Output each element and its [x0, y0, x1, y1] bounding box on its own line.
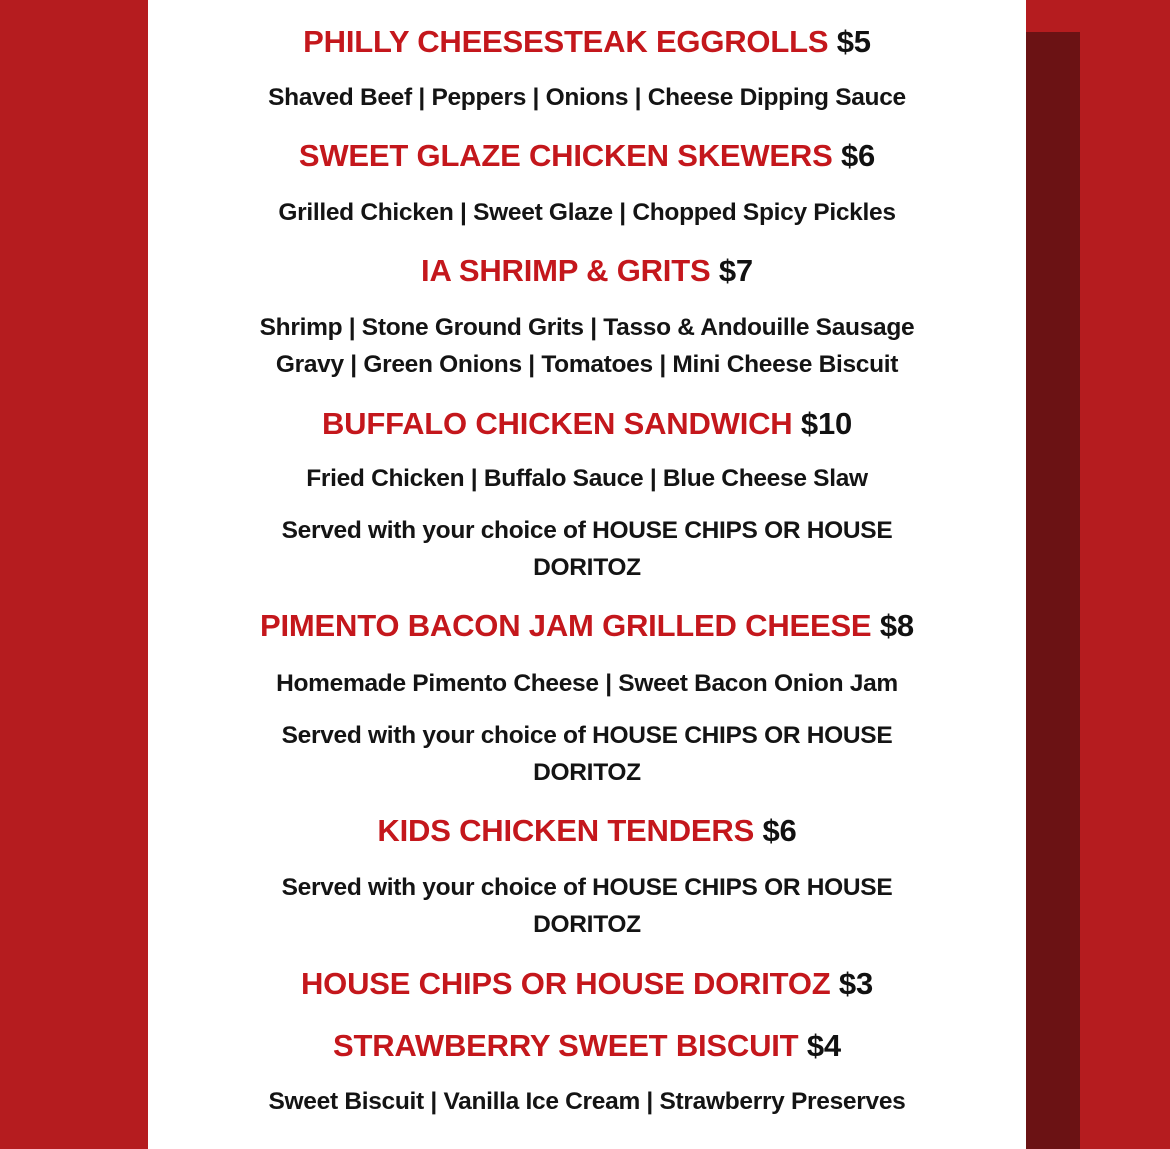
- item-description: Fried Chicken | Buffalo Sauce | Blue Cheese Slaw: [306, 465, 868, 492]
- item-name: PIMENTO BACON JAM GRILLED CHEESE: [260, 608, 872, 643]
- served-with-note: DORITOZ: [533, 554, 641, 581]
- item-price: $6: [841, 138, 876, 173]
- item-price: $5: [836, 24, 871, 59]
- item-description: Shrimp | Stone Ground Grits | Tasso & Andouille Sausage: [259, 314, 915, 341]
- menu-item-title: [148, 815, 1026, 846]
- item-name: PHILLY CHEESESTEAK EGGROLLS: [303, 24, 829, 59]
- item-name: STRAWBERRY SWEET BISCUIT: [333, 1028, 799, 1063]
- menu-item-title: [148, 1030, 1026, 1061]
- served-with-note: DORITOZ: [533, 759, 641, 786]
- item-description: Grilled Chicken | Sweet Glaze | Chopped Spicy Pickles: [278, 199, 896, 226]
- item-name: BUFFALO CHICKEN SANDWICH: [321, 406, 793, 441]
- served-with-note: Served with your choice of HOUSE CHIPS OR HOUSE: [281, 722, 893, 749]
- menu-item-title: [148, 408, 1026, 439]
- item-price: $4: [806, 1028, 841, 1063]
- served-with-note: Served with your choice of HOUSE CHIPS OR HOUSE: [281, 874, 893, 901]
- menu-item-title: [148, 26, 1026, 57]
- menu-item-title: [148, 255, 1026, 286]
- menu-item-title: [148, 968, 1026, 999]
- item-description: Gravy | Green Onions | Tomatoes | Mini Cheese Biscuit: [275, 351, 899, 378]
- item-price: $3: [838, 966, 873, 1001]
- item-name: SWEET GLAZE CHICKEN SKEWERS: [298, 138, 833, 173]
- menu-item-title: [148, 610, 1026, 641]
- served-with-note: Served with your choice of HOUSE CHIPS OR HOUSE: [281, 517, 893, 544]
- dark-red-side-strip: [1026, 32, 1080, 1149]
- item-description: Shaved Beef | Peppers | Onions | Cheese Dipping Sauce: [268, 84, 906, 111]
- item-name: IA SHRIMP & GRITS: [421, 253, 711, 288]
- menu-card: [148, 0, 1026, 1149]
- item-name: HOUSE CHIPS OR HOUSE DORITOZ: [300, 966, 831, 1001]
- menu-item-title: [148, 140, 1026, 171]
- item-price: $10: [800, 406, 853, 441]
- item-price: $8: [879, 608, 914, 643]
- served-with-note: DORITOZ: [533, 911, 641, 938]
- item-name: KIDS CHICKEN TENDERS: [377, 813, 755, 848]
- item-price: $6: [762, 813, 797, 848]
- item-description: Sweet Biscuit | Vanilla Ice Cream | Strawberry Preserves: [268, 1088, 906, 1115]
- item-price: $7: [718, 253, 753, 288]
- item-description: Homemade Pimento Cheese | Sweet Bacon Onion Jam: [276, 670, 898, 697]
